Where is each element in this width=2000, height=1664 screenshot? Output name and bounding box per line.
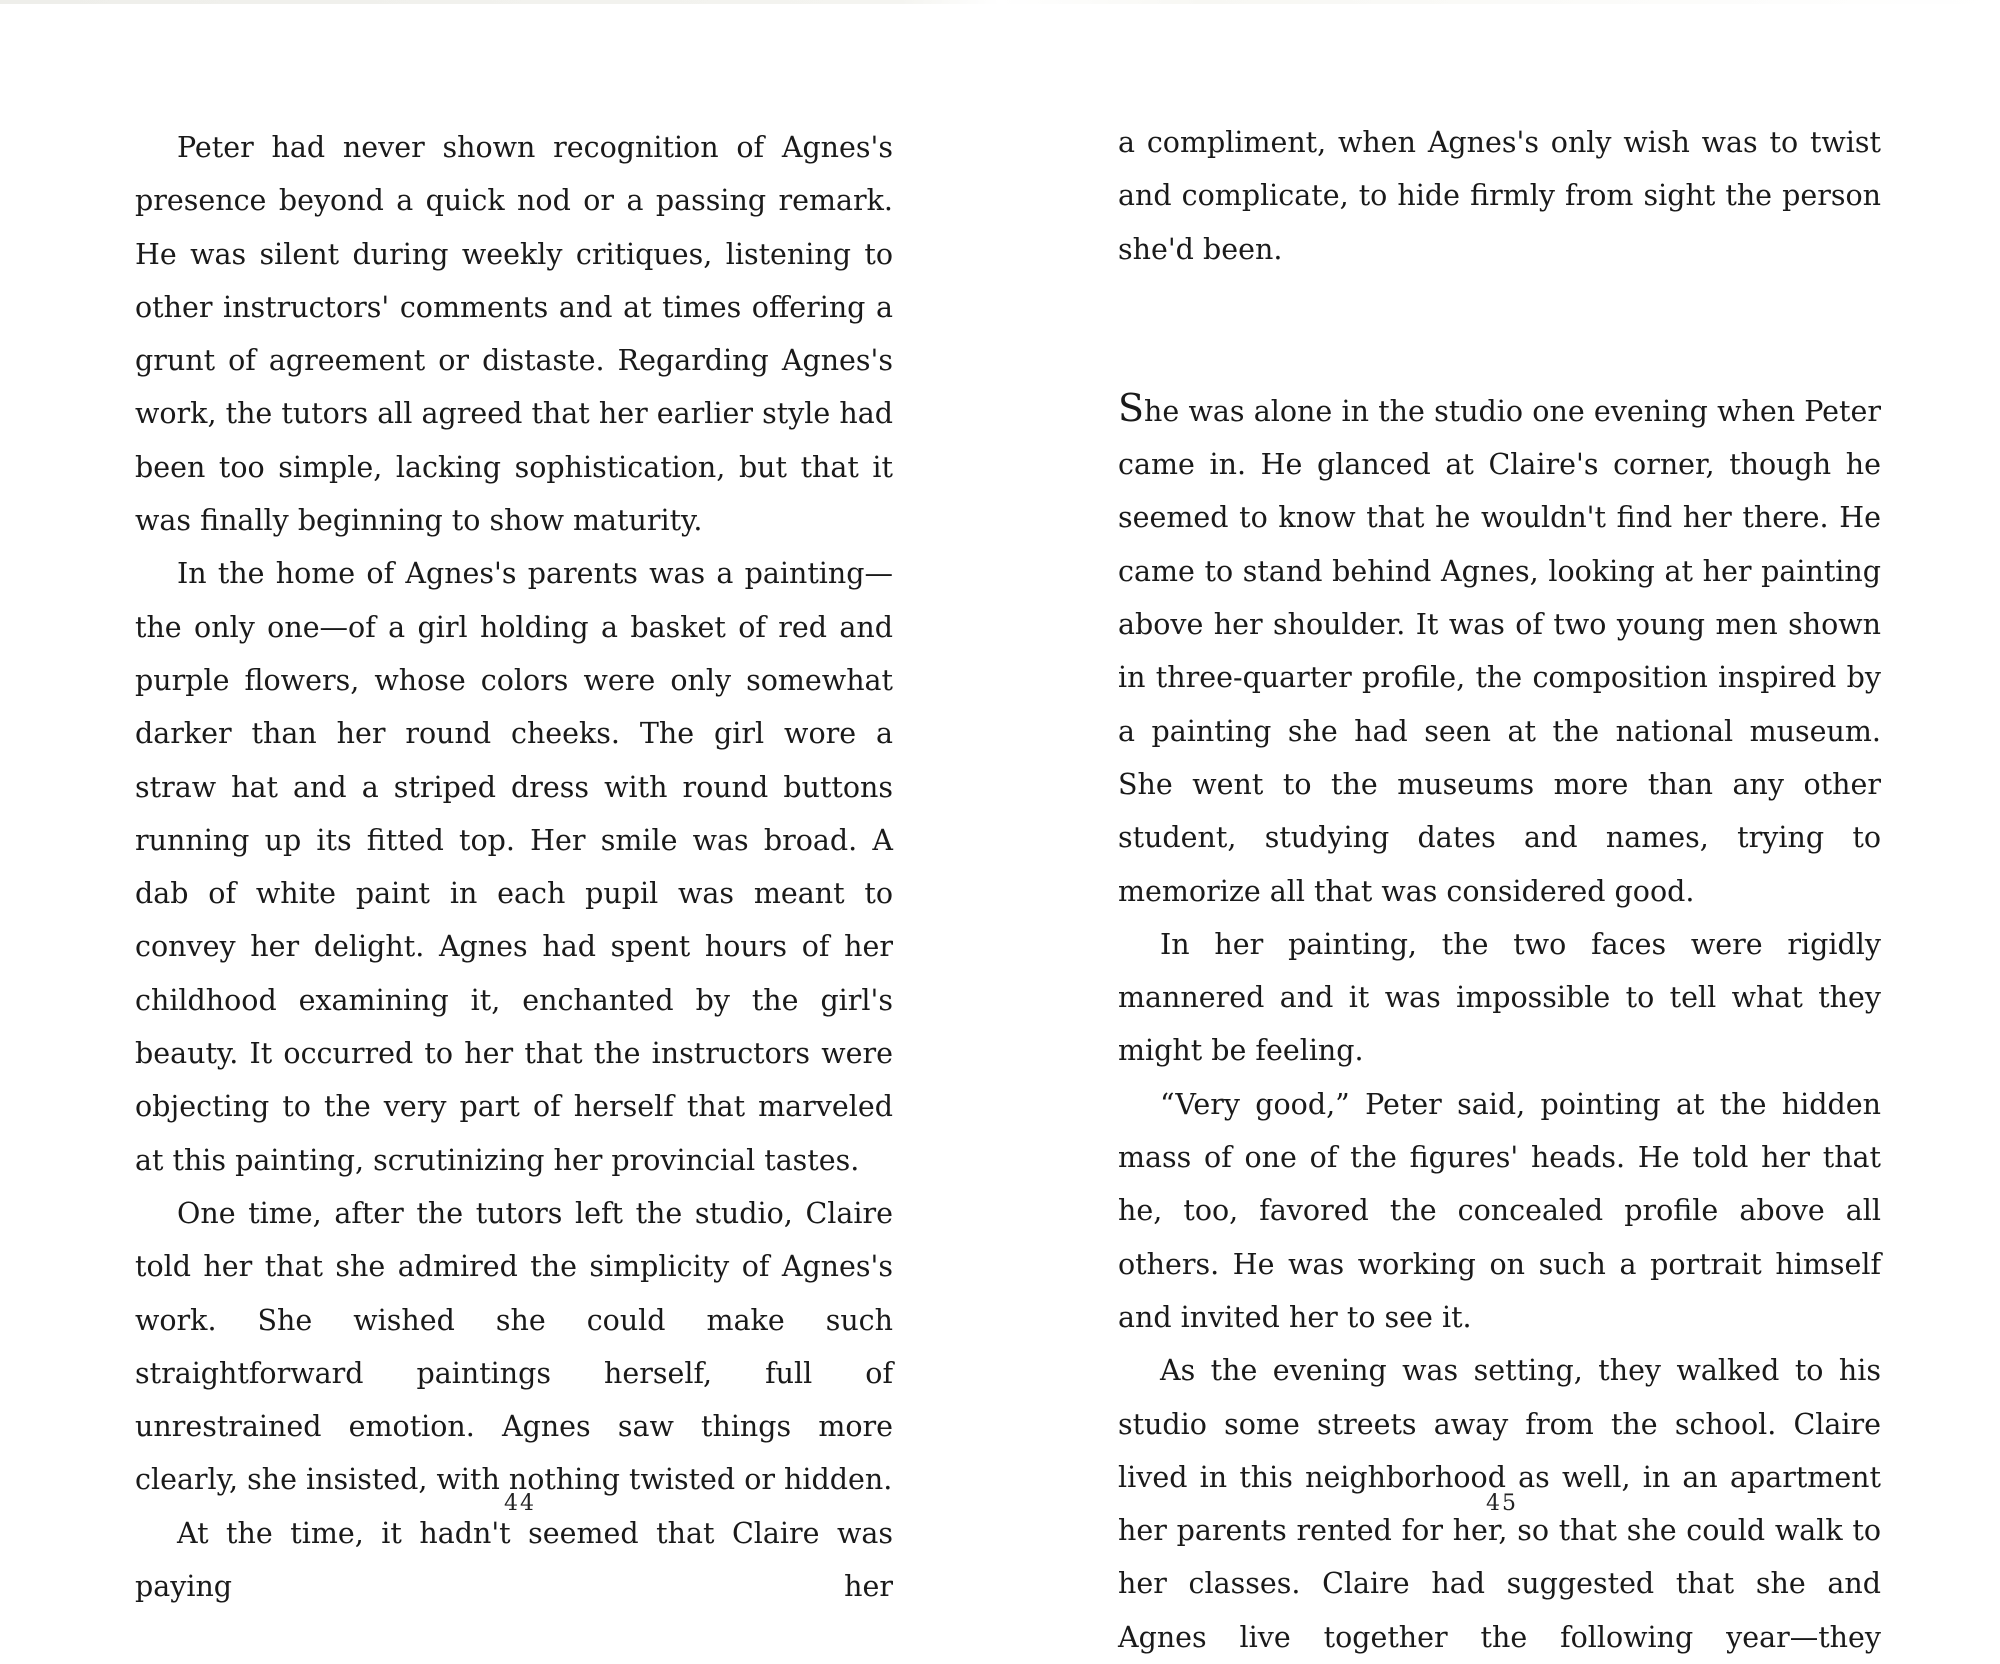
paragraph: In her painting, the two faces were rigidly mannered and it was impossible to tell what they might be feeling. bbox=[1118, 927, 1881, 1068]
section-break bbox=[1118, 276, 1881, 382]
section-opening-paragraph bbox=[1118, 382, 1881, 918]
paragraph-continuation: a compliment, when Agnes's only wish was to twist and complicate, to hide firmly from sight the person she'd been. bbox=[1118, 126, 1881, 266]
page-number: 45 bbox=[1486, 1491, 1518, 1516]
paragraph: “Very good,” Peter said, pointing at the hidden mass of one of the figures' heads. He told her that he, too, favored the concealed profile above all others. He was working on such a portrait himself and invited her to see it. bbox=[1118, 1087, 1881, 1334]
section-opening-text: he was alone in the studio one evening when Peter came in. He glanced at Claire's corner, though he seemed to know that he wouldn't find her there. He came to stand behind Agnes, looking at her painting above her shoulder. It was of two young men shown in three-quarter profile, the composition inspired by a painting she had seen at the national museum. She went to the museums more than any other student, studying dates and names, trying to memorize all that was considered good. bbox=[1118, 394, 1881, 908]
drop-cap: S bbox=[1118, 385, 1145, 430]
paragraph: One time, after the tutors left the studio, Claire told her that she admired the simplicity of Agnes's work. She wished she could make such straightforward paintings herself, full of unrestrained emotion. Agnes saw things more clearly, she insisted, with nothing twisted or hidden. bbox=[135, 1196, 893, 1497]
left-page bbox=[0, 0, 1000, 1615]
right-page-text bbox=[1118, 116, 1881, 1664]
right-page bbox=[1000, 0, 2000, 1654]
page-number: 44 bbox=[504, 1491, 536, 1516]
paragraph: In the home of Agnes's parents was a painting—the only one—of a girl holding a basket of red and purple flowers, whose colors were only somewhat darker than her round cheeks. The girl wore a straw hat and a striped dress with round buttons running up its fitted top. Her smile was broad. A dab of white paint in each pupil was meant to convey her delight. Agnes had spent hours of her childhood examining it, enchanted by the girl's beauty. It occurred to her that the instructors were objecting to the very part of herself that marveled at this painting, scrutinizing her provincial tastes. bbox=[135, 557, 893, 1177]
paragraph: At the time, it hadn't seemed that Claire was paying her bbox=[135, 1516, 893, 1604]
paragraph: As the evening was setting, they walked to his studio some streets away from the school. Claire lived in this neighborhood as well, in an apartment her parents rented for her, so that she could walk to her classes. Claire had suggested that she and Agnes live together the following year—they bbox=[1118, 1354, 1881, 1654]
left-page-text bbox=[135, 121, 893, 1613]
paragraph: Peter had never shown recognition of Agnes's presence beyond a quick nod or a passing remark. He was silent during weekly critiques, listening to other instructors' comments and at times offering a grunt of agreement or distaste. Regarding Agnes's work, the tutors all agreed that her earlier style had been too simple, lacking sophistication, but that it was finally beginning to show maturity. bbox=[135, 131, 893, 538]
